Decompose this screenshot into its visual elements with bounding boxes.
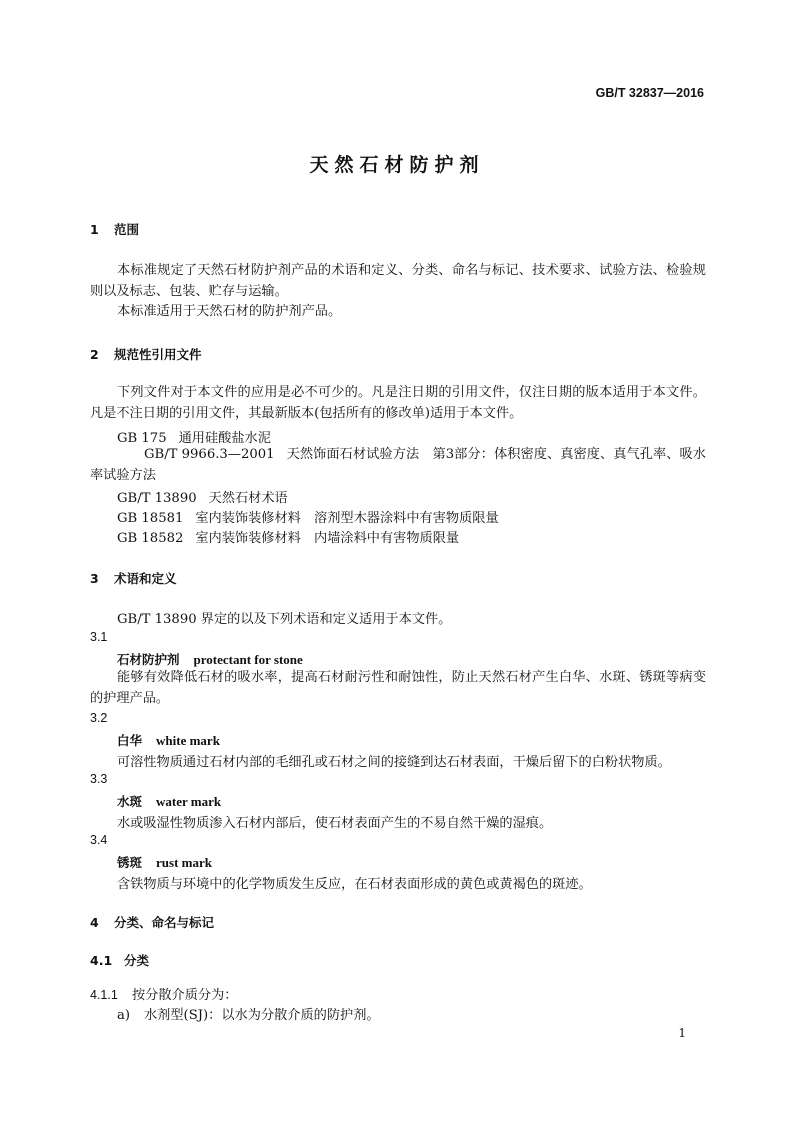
clause-4-1-1 xyxy=(90,984,238,1003)
subsection-number: 4.1 xyxy=(90,953,113,968)
section-title: 规范性引用文件 xyxy=(114,347,202,362)
term-number: 3.1 xyxy=(90,630,108,644)
clause-text: 按分散介质分为： xyxy=(132,988,238,1003)
term-en: rust mark xyxy=(156,855,212,870)
clause-number: 4.1.1 xyxy=(90,988,118,1002)
standard-number: GB/T 32837—2016 xyxy=(595,86,704,100)
term-number: 3.4 xyxy=(90,833,108,847)
reference-title: 室内装饰装修材料 溶剂型木器涂料中有害物质限量 xyxy=(195,511,499,526)
section-number: 3 xyxy=(90,571,99,586)
section-title: 分类、命名与标记 xyxy=(114,915,215,930)
reference-title: 天然饰面石材试验方法 第3部分：体积密度、真密度、真气孔率、吸水率试验方法 xyxy=(90,447,706,483)
subsection-title: 分类 xyxy=(124,953,150,968)
section-1-heading xyxy=(90,220,139,238)
reference-code: GB 175 xyxy=(117,431,167,446)
reference-title: 通用硅酸盐水泥 xyxy=(178,431,271,446)
reference-entry xyxy=(90,445,706,486)
term-heading xyxy=(117,731,220,749)
page-number: 1 xyxy=(678,1026,686,1040)
reference-code: GB/T 9966.3—2001 xyxy=(144,447,275,462)
reference-entry xyxy=(117,427,271,446)
term-en: protectant for stone xyxy=(193,652,303,667)
subsection-4-1-heading xyxy=(90,951,149,969)
normative-refs-intro: 下列文件对于本文件的应用是必不可少的。凡是注日期的引用文件，仅注日期的版本适用于本文件。凡是不注日期的引用文件，其最新版本(包括所有的修改单)适用于本文件。 xyxy=(90,385,706,421)
term-zh: 水斑 xyxy=(117,794,143,809)
term-en: water mark xyxy=(156,794,222,809)
scope-paragraph-2: 本标准适用于天然石材的防护剂产品。 xyxy=(117,304,342,319)
section-number: 4 xyxy=(90,915,99,930)
term-heading xyxy=(117,792,221,810)
reference-entry xyxy=(117,487,288,506)
section-3-heading xyxy=(90,569,177,587)
section-4-heading xyxy=(90,913,214,931)
term-zh: 白华 xyxy=(117,733,143,748)
section-title: 范围 xyxy=(114,222,140,237)
reference-code: GB 18582 xyxy=(117,531,184,546)
reference-code: GB 18581 xyxy=(117,511,184,526)
section-number: 2 xyxy=(90,347,99,362)
term-en: white mark xyxy=(156,733,220,748)
list-text: 水剂型(SJ)：以水为分散介质的防护剂。 xyxy=(144,1008,380,1023)
section-number: 1 xyxy=(90,222,99,237)
reference-entry xyxy=(117,507,499,526)
list-label: a) xyxy=(117,1008,131,1023)
term-heading xyxy=(117,853,212,871)
term-definition: 含铁物质与环境中的化学物质发生反应，在石材表面形成的黄色或黄褐色的斑迹。 xyxy=(117,877,592,892)
term-definition: 可溶性物质通过石材内部的毛细孔或石材之间的接缝到达石材表面，干燥后留下的白粉状物质。 xyxy=(117,755,671,770)
reference-title: 室内装饰装修材料 内墙涂料中有害物质限量 xyxy=(195,531,460,546)
reference-code: GB/T 13890 xyxy=(117,491,197,506)
terms-intro: GB/T 13890 界定的以及下列术语和定义适用于本文件。 xyxy=(117,612,452,627)
list-item-a xyxy=(117,1004,380,1023)
term-definition: 水或吸湿性物质渗入石材内部后，使石材表面产生的不易自然干燥的湿痕。 xyxy=(117,816,553,831)
reference-entry xyxy=(117,527,459,546)
term-heading xyxy=(117,650,303,668)
term-number: 3.3 xyxy=(90,772,108,786)
reference-title: 天然石材术语 xyxy=(208,491,288,506)
section-2-heading xyxy=(90,345,202,363)
document-title: 天然石材防护剂 xyxy=(309,154,485,176)
term-number: 3.2 xyxy=(90,711,108,725)
term-zh: 锈斑 xyxy=(117,855,143,870)
scope-paragraph-1: 本标准规定了天然石材防护剂产品的术语和定义、分类、命名与标记、技术要求、试验方法、检验规则以及标志、包装、贮存与运输。 xyxy=(90,263,706,299)
term-definition: 能够有效降低石材的吸水率，提高石材耐污性和耐蚀性，防止天然石材产生白华、水斑、锈斑等病变的护理产品。 xyxy=(90,670,706,706)
term-zh: 石材防护剂 xyxy=(117,652,180,667)
section-title: 术语和定义 xyxy=(114,571,177,586)
